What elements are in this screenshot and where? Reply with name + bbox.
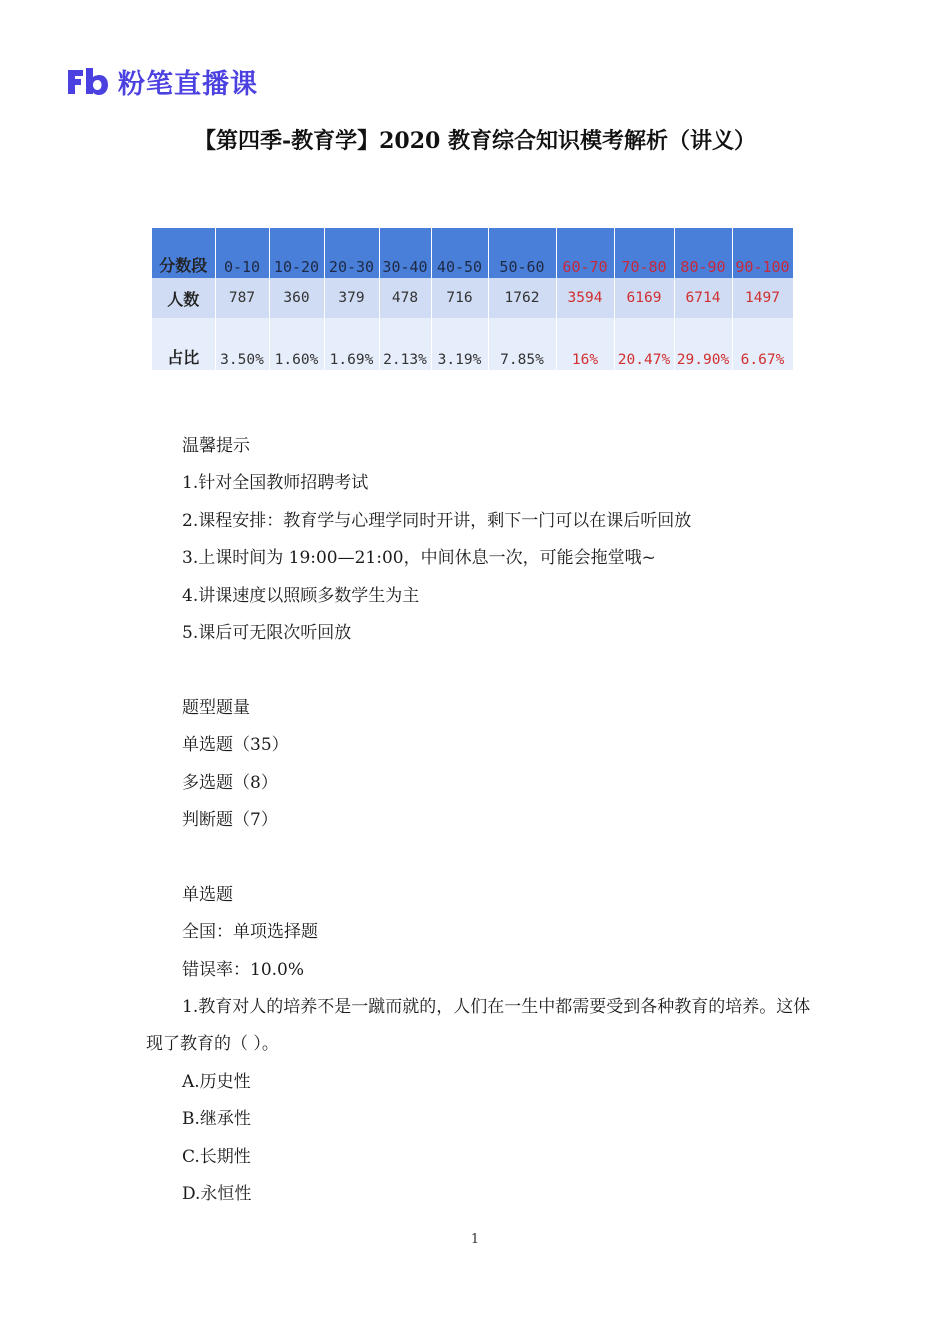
range-cell: 80-90 xyxy=(674,228,732,278)
question-type-item: 多选题（8） xyxy=(182,772,278,793)
count-cell: 478 xyxy=(379,278,431,318)
count-cell: 379 xyxy=(324,278,379,318)
spacer xyxy=(146,652,816,689)
fb-logo-icon xyxy=(66,66,110,96)
range-cell: 0-10 xyxy=(215,228,269,278)
option-b: B.继承性 xyxy=(182,1109,251,1130)
spacer xyxy=(146,839,816,876)
tip-item: 3.上课时间为 19:00—21:00，中间休息一次，可能会拖堂哦~ xyxy=(182,548,656,569)
document-body xyxy=(146,428,816,1214)
range-cell: 40-50 xyxy=(431,228,488,278)
row-label-range: 分数段 xyxy=(152,228,215,278)
document-title: 【第四季-教育学】2020 教育综合知识模考解析（讲义） xyxy=(193,128,757,154)
error-rate: 错误率：10.0% xyxy=(182,959,305,980)
range-cell: 20-30 xyxy=(324,228,379,278)
score-distribution-table xyxy=(152,228,794,370)
count-cell: 6714 xyxy=(674,278,732,318)
ratio-cell: 16% xyxy=(556,318,614,370)
range-cell: 50-60 xyxy=(488,228,556,278)
count-cell: 716 xyxy=(431,278,488,318)
ratio-cell: 3.19% xyxy=(431,318,488,370)
tips-heading: 温馨提示 xyxy=(182,436,250,456)
logo-text: 粉笔直播课 xyxy=(118,68,258,100)
row-label-ratio: 占比 xyxy=(152,318,215,370)
option-a: A.历史性 xyxy=(182,1071,251,1092)
question-scope: 全国：单项选择题 xyxy=(182,922,318,943)
ratio-cell: 1.69% xyxy=(324,318,379,370)
page-number: 1 xyxy=(470,1232,480,1247)
range-cell: 90-100 xyxy=(732,228,793,278)
range-cell: 70-80 xyxy=(614,228,674,278)
question-type-item: 单选题（35） xyxy=(182,735,289,756)
ratio-cell: 3.50% xyxy=(215,318,269,370)
ratio-row xyxy=(152,318,793,370)
tip-item: 4.讲课速度以照顾多数学生为主 xyxy=(182,585,420,606)
range-cell: 10-20 xyxy=(269,228,324,278)
row-label-count: 人数 xyxy=(152,278,215,318)
question-stem: 1.教育对人的培养不是一蹴而就的，人们在一生中都需要受到各种教育的培养。这体现了教育的（ ）。 xyxy=(146,997,811,1055)
ratio-cell: 7.85% xyxy=(488,318,556,370)
count-row xyxy=(152,278,793,318)
count-cell: 1762 xyxy=(488,278,556,318)
ratio-cell: 6.67% xyxy=(732,318,793,370)
tip-item: 5.课后可无限次听回放 xyxy=(182,623,352,644)
ratio-cell: 1.60% xyxy=(269,318,324,370)
tip-item: 2.课程安排：教育学与心理学同时开讲，剩下一门可以在课后听回放 xyxy=(182,510,692,531)
ratio-cell: 2.13% xyxy=(379,318,431,370)
range-cell: 30-40 xyxy=(379,228,431,278)
brand-logo xyxy=(66,62,258,100)
ratio-cell: 20.47% xyxy=(614,318,674,370)
score-range-row xyxy=(152,228,793,278)
option-c: C.长期性 xyxy=(182,1146,251,1167)
count-cell: 1497 xyxy=(732,278,793,318)
count-cell: 787 xyxy=(215,278,269,318)
ratio-cell: 29.90% xyxy=(674,318,732,370)
question-types-heading: 题型题量 xyxy=(182,697,250,718)
range-cell: 60-70 xyxy=(556,228,614,278)
count-cell: 360 xyxy=(269,278,324,318)
tip-item: 1.针对全国教师招聘考试 xyxy=(182,473,369,494)
count-cell: 6169 xyxy=(614,278,674,318)
option-d: D.永恒性 xyxy=(182,1184,252,1205)
question-type-item: 判断题（7） xyxy=(182,810,278,831)
count-cell: 3594 xyxy=(556,278,614,318)
section-heading: 单选题 xyxy=(182,884,233,905)
